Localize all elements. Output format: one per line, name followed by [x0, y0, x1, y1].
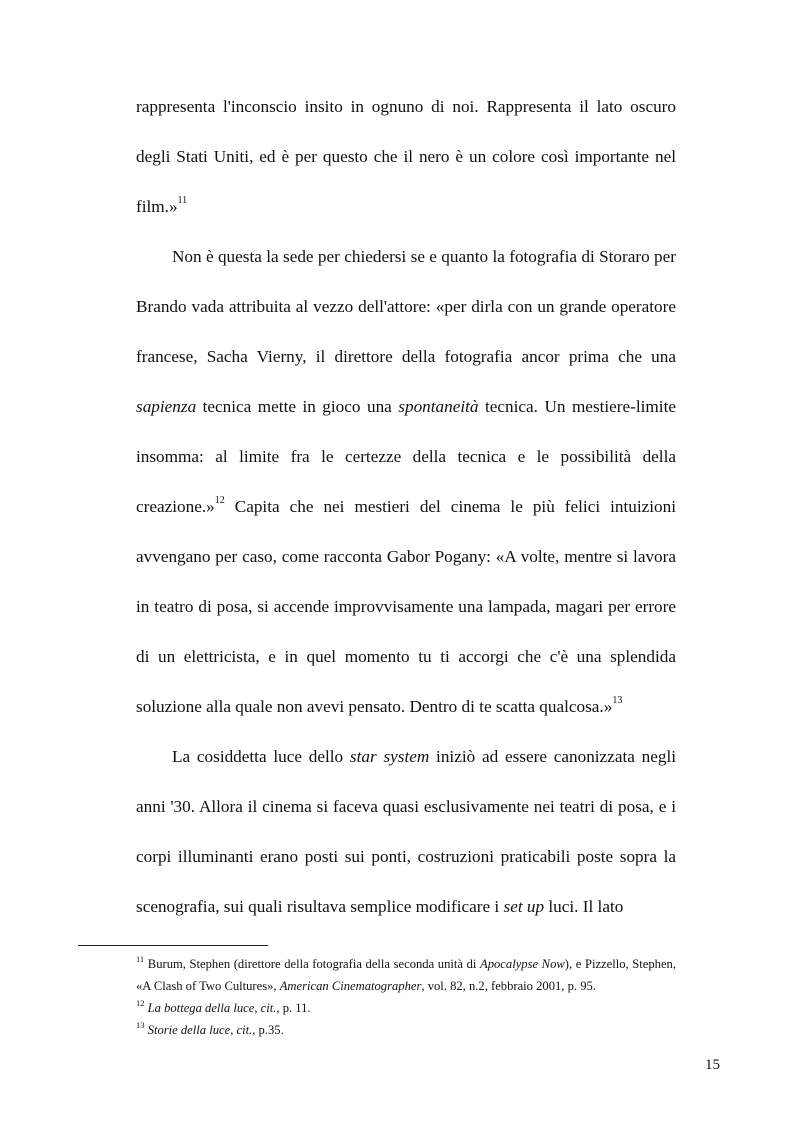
footnote-number: 11 [136, 953, 145, 964]
footnote-italic: Apocalypse Now [480, 957, 565, 971]
footnote-11 [136, 953, 676, 997]
footnote-italic: cit. [260, 1001, 277, 1015]
paragraph-3 [136, 732, 676, 932]
footnote-text: , vol. 82, n.2, febbraio 2001, p. 95. [421, 979, 596, 993]
italic-term: set up [503, 897, 545, 916]
footnote-ref-13: 13 [612, 695, 623, 707]
footnote-text: ), e Pizzello, Stephen, «A Clash of Two Cultures», [136, 957, 676, 993]
footnote-text: , [254, 1001, 261, 1015]
footnote-italic: Storie della luce [147, 1023, 231, 1037]
paragraph-text: La cosiddetta luce dello [172, 747, 350, 766]
footnote-text: , p. 11. [276, 1001, 311, 1015]
footnote-12 [136, 997, 676, 1019]
footnote-ref-11: 11 [177, 195, 188, 207]
footnote-italic: American Cinematographer [279, 979, 422, 993]
italic-term: spontaneità [398, 397, 479, 416]
footnote-italic: cit. [236, 1023, 253, 1037]
paragraph-text: Capita che nei mestieri del cinema le più felici intuizioni avvengano per caso, come racconta Gabor Pogany: «A volte, mentre si lavora in teatro di posa, si accende improvvisamente una lampada, magari per errore di un elettricista, e in quel momento tu ti accorgi che c'è una splendida soluzione alla quale non avevi pensato. Dentro di te scatta qualcosa.» [136, 497, 676, 716]
footnote-text: , [230, 1023, 237, 1037]
paragraph-2 [136, 232, 676, 732]
paragraph-text: iniziò ad essere canonizzata negli anni '30. Allora il cinema si faceva quasi esclusivamente nei teatri di posa, e i corpi illuminanti erano posti sui ponti, costruzioni praticabili poste sopra la scenografia, sui quali risultava semplice modificare i [136, 747, 676, 916]
footnote-number: 12 [136, 997, 145, 1008]
paragraph-text: luci. Il lato [544, 897, 624, 916]
body-text [136, 82, 676, 932]
footnote-italic: La bottega della luce [147, 1001, 255, 1015]
italic-term: star system [349, 747, 430, 766]
footnotes [136, 953, 676, 1041]
paragraph-text: rappresenta l'inconscio insito in ognuno di noi. Rappresenta il lato oscuro degli Stati Uniti, ed è per questo che il nero è un colore così importante nel film.» [136, 97, 676, 216]
paragraph-text: Non è questa la sede per chiedersi se e quanto la fotografia di Storaro per Brando vada attribuita al vezzo dell'attore: «per dirla con un grande operatore francese, Sacha Vierny, il direttore della fotografia ancor prima che una [136, 247, 676, 366]
footnote-separator [78, 945, 268, 946]
paragraph-1 [136, 82, 676, 232]
italic-term: sapienza [136, 397, 197, 416]
footnote-13 [136, 1019, 676, 1041]
footnote-text: , p.35. [252, 1023, 284, 1037]
page-number: 15 [705, 1057, 720, 1073]
paragraph-text: tecnica mette in gioco una [196, 397, 399, 416]
footnote-number: 13 [136, 1019, 145, 1030]
footnote-ref-12: 12 [214, 495, 225, 507]
footnote-text: Burum, Stephen (direttore della fotografia della seconda unità di [144, 957, 481, 971]
paragraph-text: tecnica. Un mestiere-limite insomma: al limite fra le certezze della tecnica e le possibilità della creazione.» [136, 397, 676, 516]
